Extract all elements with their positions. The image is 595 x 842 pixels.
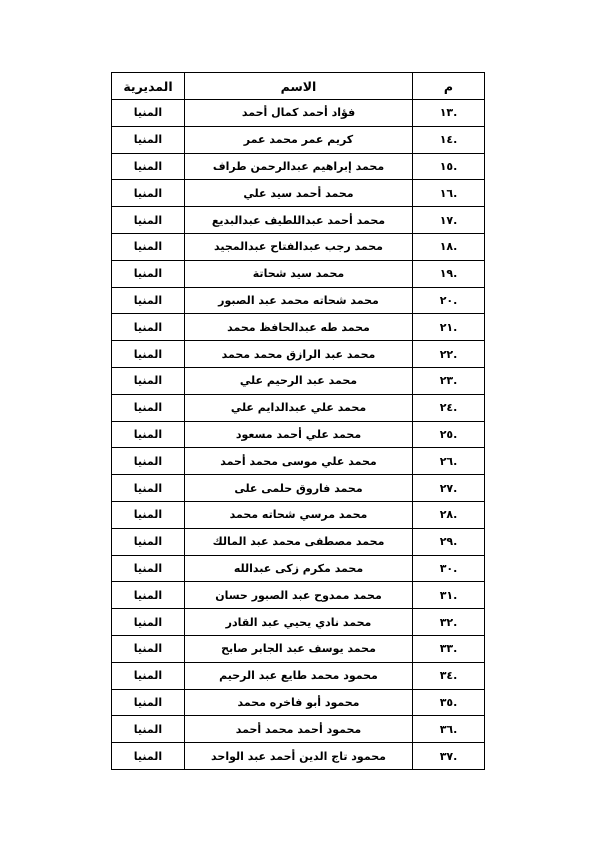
row-number: .٣٠ bbox=[413, 555, 485, 582]
row-name: محمد رجب عبدالفتاح عبدالمجيد bbox=[185, 233, 413, 260]
table-row bbox=[112, 662, 485, 689]
row-number: .١٣ bbox=[413, 100, 485, 127]
row-directorate: المنيا bbox=[112, 153, 185, 180]
row-name: محمد أحمد عبداللطيف عبدالبديع bbox=[185, 207, 413, 234]
row-name: محمود أحمد محمد أحمد bbox=[185, 716, 413, 743]
table-row bbox=[112, 153, 485, 180]
table-row bbox=[112, 555, 485, 582]
row-number: .٢٣ bbox=[413, 367, 485, 394]
table-row bbox=[112, 448, 485, 475]
row-number: .١٤ bbox=[413, 126, 485, 153]
header-number: م bbox=[413, 73, 485, 100]
row-directorate: المنيا bbox=[112, 260, 185, 287]
row-name: محمد طه عبدالحافظ محمد bbox=[185, 314, 413, 341]
table-row bbox=[112, 635, 485, 662]
row-directorate: المنيا bbox=[112, 126, 185, 153]
row-number: .٣٦ bbox=[413, 716, 485, 743]
row-name: محمد علي موسى محمد أحمد bbox=[185, 448, 413, 475]
row-number: .٣٣ bbox=[413, 635, 485, 662]
row-directorate: المنيا bbox=[112, 421, 185, 448]
row-number: .١٥ bbox=[413, 153, 485, 180]
row-name: محمد أحمد سيد علي bbox=[185, 180, 413, 207]
row-name: محمد مكرم زكى عبدالله bbox=[185, 555, 413, 582]
header-row bbox=[112, 73, 485, 100]
row-number: .٢١ bbox=[413, 314, 485, 341]
row-number: .٣٧ bbox=[413, 743, 485, 770]
table-row bbox=[112, 100, 485, 127]
row-name: محمد شحاته محمد عبد الصبور bbox=[185, 287, 413, 314]
row-number: .٢٨ bbox=[413, 501, 485, 528]
row-number: .٢٥ bbox=[413, 421, 485, 448]
row-directorate: المنيا bbox=[112, 180, 185, 207]
row-name: محمد عبد الرحيم علي bbox=[185, 367, 413, 394]
table-row bbox=[112, 314, 485, 341]
row-directorate: المنيا bbox=[112, 609, 185, 636]
row-number: .٢٤ bbox=[413, 394, 485, 421]
table-row bbox=[112, 126, 485, 153]
row-number: .١٦ bbox=[413, 180, 485, 207]
table-row bbox=[112, 501, 485, 528]
row-name: محمود محمد طايع عبد الرحيم bbox=[185, 662, 413, 689]
names-table bbox=[111, 72, 485, 770]
table-row bbox=[112, 421, 485, 448]
row-directorate: المنيا bbox=[112, 716, 185, 743]
row-directorate: المنيا bbox=[112, 662, 185, 689]
row-number: .٢٧ bbox=[413, 475, 485, 502]
row-number: .٣٥ bbox=[413, 689, 485, 716]
row-directorate: المنيا bbox=[112, 100, 185, 127]
table-row bbox=[112, 287, 485, 314]
row-number: .١٨ bbox=[413, 233, 485, 260]
table-row bbox=[112, 341, 485, 368]
table-row bbox=[112, 394, 485, 421]
row-number: .٣٢ bbox=[413, 609, 485, 636]
row-name: محمود تاج الدين أحمد عبد الواحد bbox=[185, 743, 413, 770]
header-directorate: المديرية bbox=[112, 73, 185, 100]
row-directorate: المنيا bbox=[112, 689, 185, 716]
row-number: .٢٠ bbox=[413, 287, 485, 314]
table-row bbox=[112, 743, 485, 770]
row-name: محمد إبراهيم عبدالرحمن طراف bbox=[185, 153, 413, 180]
row-directorate: المنيا bbox=[112, 555, 185, 582]
row-number: .١٩ bbox=[413, 260, 485, 287]
row-number: .٣١ bbox=[413, 582, 485, 609]
row-name: محمد مصطفى محمد عبد المالك bbox=[185, 528, 413, 555]
table-row bbox=[112, 367, 485, 394]
row-name: محمد نادي يحيي عبد القادر bbox=[185, 609, 413, 636]
row-number: .٢٢ bbox=[413, 341, 485, 368]
table-row bbox=[112, 582, 485, 609]
row-directorate: المنيا bbox=[112, 207, 185, 234]
row-name: فؤاد أحمد كمال أحمد bbox=[185, 100, 413, 127]
table-row bbox=[112, 233, 485, 260]
row-number: .٣٤ bbox=[413, 662, 485, 689]
row-name: كريم عمر محمد عمر bbox=[185, 126, 413, 153]
row-name: محمد علي أحمد مسعود bbox=[185, 421, 413, 448]
row-name: محمد عبد الرازق محمد محمد bbox=[185, 341, 413, 368]
table-row bbox=[112, 475, 485, 502]
table-row bbox=[112, 180, 485, 207]
table-row bbox=[112, 716, 485, 743]
table-row bbox=[112, 689, 485, 716]
row-directorate: المنيا bbox=[112, 367, 185, 394]
row-directorate: المنيا bbox=[112, 475, 185, 502]
row-directorate: المنيا bbox=[112, 314, 185, 341]
table-body bbox=[112, 100, 485, 770]
table-row bbox=[112, 609, 485, 636]
row-directorate: المنيا bbox=[112, 635, 185, 662]
table-row bbox=[112, 207, 485, 234]
row-directorate: المنيا bbox=[112, 582, 185, 609]
row-number: .٢٦ bbox=[413, 448, 485, 475]
row-number: .٢٩ bbox=[413, 528, 485, 555]
row-directorate: المنيا bbox=[112, 528, 185, 555]
row-directorate: المنيا bbox=[112, 448, 185, 475]
row-directorate: المنيا bbox=[112, 341, 185, 368]
row-directorate: المنيا bbox=[112, 501, 185, 528]
row-name: محمد يوسف عبد الجابر صابح bbox=[185, 635, 413, 662]
row-name: محمد فاروق حلمى على bbox=[185, 475, 413, 502]
row-directorate: المنيا bbox=[112, 394, 185, 421]
table-row bbox=[112, 528, 485, 555]
row-name: محمد سيد شحاتة bbox=[185, 260, 413, 287]
header-name: الاسم bbox=[185, 73, 413, 100]
table-row bbox=[112, 260, 485, 287]
row-directorate: المنيا bbox=[112, 287, 185, 314]
table-header bbox=[112, 73, 485, 100]
row-number: .١٧ bbox=[413, 207, 485, 234]
row-directorate: المنيا bbox=[112, 233, 185, 260]
row-name: محمد مرسي شحاته محمد bbox=[185, 501, 413, 528]
row-name: محمود أبو فاخره محمد bbox=[185, 689, 413, 716]
row-name: محمد علي عبدالدايم علي bbox=[185, 394, 413, 421]
row-name: محمد ممدوح عبد الصبور حسان bbox=[185, 582, 413, 609]
row-directorate: المنيا bbox=[112, 743, 185, 770]
